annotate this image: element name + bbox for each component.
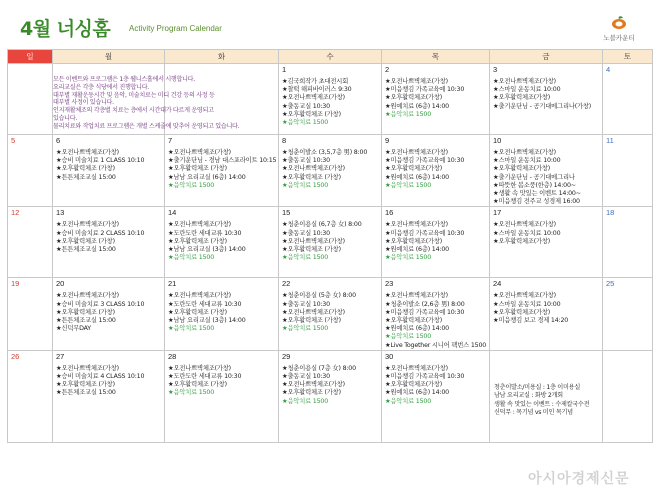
event-list <box>490 146 602 206</box>
event-list <box>279 75 381 127</box>
event-item: ★음악치료 1500 <box>282 119 329 127</box>
notice-line: 요리교실은 각층 식당에서 진행합니다. <box>53 83 149 91</box>
event-item: ★오후활력체조 (가창) <box>56 237 115 245</box>
day-number: 8 <box>282 136 287 145</box>
watermark: 아시아경제신문 <box>528 471 630 487</box>
event-item: ★생활 속 맛있는 이벤트 14:00~ <box>493 190 581 198</box>
event-item: ★원예치료 (6층) 14:00 <box>385 173 449 181</box>
event-item: ★남남 요리교실 (3층) 14:00 <box>168 246 246 254</box>
event-item: ★오전나쁘벽체조(가창) <box>56 364 119 372</box>
event-list <box>382 218 489 262</box>
event-item: ★따뜻한 봄소풍(한층) 14:00~ <box>493 181 576 189</box>
event-item: ★오전나쁘벽체조(가창) <box>168 149 231 156</box>
day-number: 19 <box>11 279 20 289</box>
event-item: ★미음챙김 전주교 성경제 16:00 <box>493 198 580 206</box>
event-item: ★미음챙김 가족교육예 10:30 <box>385 229 465 237</box>
calendar-day-cell <box>8 278 53 350</box>
legend-note-line: 청춘이발소/미용실 : 1층 이미용실 <box>494 383 581 391</box>
calendar-day-cell <box>279 350 382 442</box>
event-item: ★청춘이용실 (7층 女) 8:00 <box>282 364 356 372</box>
event-item: ★출동교실 10:30 <box>282 102 330 110</box>
event-item: ★오전나쁘벽체조(가창) <box>56 292 119 300</box>
event-item: ★남남 요리교실 (6층) 14:00 <box>168 173 246 181</box>
day-number <box>490 351 602 362</box>
calendar-day-cell <box>8 350 53 442</box>
calendar-day-cell <box>603 135 653 207</box>
calendar-day-cell <box>603 350 653 442</box>
event-item: ★오후활력체조(가창) <box>493 237 551 245</box>
event-item: ★스마일 운동치료 10:00 <box>493 300 561 308</box>
calendar-day-cell <box>603 278 653 350</box>
page-title: 4월 너싱홈 <box>20 18 111 40</box>
event-item: ★오후활력체조(가창) <box>493 308 551 316</box>
day-number: 16 <box>385 208 394 218</box>
day-number: 12 <box>11 208 20 218</box>
event-list <box>53 289 164 333</box>
calendar-day-cell <box>53 135 165 207</box>
event-item: ★승비 미술치료 2 CLASS 10:10 <box>56 229 145 237</box>
event-item: ★오후활력체조 (가창) <box>168 381 227 389</box>
legend-note-line: 신덕무 : 목기념 vs 미인 목기념 <box>494 409 573 417</box>
event-item: ★음악치료 1500 <box>168 389 215 397</box>
event-item: ★음악치료 1500 <box>385 254 432 262</box>
calendar-day-cell <box>382 135 490 207</box>
calendar-day-cell <box>279 278 382 350</box>
event-list <box>382 75 489 119</box>
event-item: ★출기운단님 - 공기대메그리나 <box>493 173 575 181</box>
day-number: 7 <box>168 136 173 145</box>
notice-line: 물리치료와 작업치료 프로그램은 개별 스케줄에 맞추어 운영되고 있습니다. <box>53 122 240 130</box>
day-number: 26 <box>11 351 20 361</box>
event-item: ★오후활력체조 (가창) <box>56 308 115 316</box>
event-item: ★오전나쁘벽체조(가창) <box>282 381 345 389</box>
day-number: 20 <box>56 279 65 289</box>
event-list <box>279 218 381 262</box>
event-item: ★스마일 운동치료 10:00 <box>493 229 561 237</box>
event-item: ★원예치료 (6층) 14:00 <box>385 389 449 397</box>
event-item: ★청춘이발소 (3,5,7층 男) 8:00 <box>282 149 368 156</box>
event-list <box>279 289 381 333</box>
weekday-header: 일 <box>8 50 53 64</box>
brand-logo <box>594 16 644 42</box>
page-subtitle: Activity Program Calendar <box>129 24 222 33</box>
event-item: ★청춘이발소 (2,6층 男) 8:00 <box>385 300 465 308</box>
event-item: ★승비 미술치료 4 CLASS 10:10 <box>56 373 145 381</box>
event-item: ★출기운단님 - 공기대메그리나(가창) <box>493 102 591 110</box>
event-item: ★오전나쁘벽체조(가창) <box>168 221 231 229</box>
event-item: ★오후활력체조 (가창) <box>282 173 341 181</box>
day-number: 15 <box>282 208 291 218</box>
event-item: ★청춘이용실 (5층 女) 8:00 <box>282 292 356 300</box>
logo-leaf-icon <box>610 16 628 30</box>
calendar-day-cell <box>8 64 53 135</box>
page-header <box>0 0 658 50</box>
event-list <box>382 362 489 406</box>
day-number <box>8 64 52 75</box>
day-number: 10 <box>493 136 502 145</box>
event-item: ★오후활력체조(가창) <box>493 165 551 173</box>
event-item: ★오전나쁘벽체조(가창) <box>385 149 448 156</box>
event-item: ★음악치료 1500 <box>282 397 329 405</box>
legend-note <box>490 362 602 418</box>
event-item: ★오후활력체조 (가창) <box>282 389 341 397</box>
calendar-week-row <box>8 350 653 442</box>
event-item: ★오후활력체조(가창) <box>385 381 443 389</box>
event-item: ★음악치료 1500 <box>168 181 215 189</box>
day-number: 14 <box>168 208 177 218</box>
notice-line: 모든 이벤트와 프로그램은 1층 웰니스홀에서 시행합니다. <box>53 76 195 83</box>
event-list <box>165 146 278 190</box>
event-list <box>382 289 489 349</box>
event-item: ★스마일 운동치료 10:00 <box>493 86 561 94</box>
event-list <box>165 362 278 398</box>
event-item: ★오전나쁘벽체조(가창) <box>493 149 556 156</box>
event-list <box>490 218 602 246</box>
calendar-day-cell <box>165 278 279 350</box>
event-item: ★Live Together 시니어 팩번스 1500 <box>385 341 487 349</box>
event-item: ★음악치료 1500 <box>385 333 432 341</box>
calendar-day-cell <box>165 135 279 207</box>
day-number: 11 <box>606 136 614 145</box>
day-number: 30 <box>385 351 394 361</box>
event-item: ★튼튼체조교실 15:00 <box>56 389 116 397</box>
event-item: ★음악치료 1500 <box>282 325 329 333</box>
event-item: ★미음챙김 보고 경제 14:20 <box>493 317 569 325</box>
day-number: 27 <box>56 351 65 361</box>
logo-text: 노블카운티 <box>603 35 635 42</box>
event-item: ★미음챙김 가족교육예 10:30 <box>385 308 465 316</box>
event-item: ★도란도란 세대교류 10:30 <box>168 229 242 237</box>
calendar-day-cell <box>382 64 490 135</box>
calendar-day-cell <box>279 207 382 278</box>
event-item: ★출동교실 10:30 <box>282 229 330 237</box>
event-item: ★출동교실 10:30 <box>282 157 330 165</box>
event-item: ★오전나쁘벽체조(가창) <box>385 78 448 85</box>
calendar-day-cell <box>490 135 603 207</box>
event-item: ★원예치료 (6층) 14:00 <box>385 246 449 254</box>
event-item: ★스마일 운동치료 10:00 <box>493 157 561 165</box>
event-item: ★음악치료 1500 <box>385 397 432 405</box>
event-list <box>53 218 164 254</box>
event-item: ★오전나쁘벽체조(가창) <box>168 364 231 372</box>
event-list <box>279 362 381 406</box>
weekday-header: 화 <box>165 50 279 64</box>
event-item: ★신덕무DAY <box>56 325 91 333</box>
event-item: ★오후활력체조 (가창) <box>168 308 227 316</box>
legend-note-line: 생활 속 맛있는 이벤트 : 수제칼국수전 <box>494 400 590 408</box>
event-item: ★도란도란 세대교류 10:30 <box>168 300 242 308</box>
day-number: 1 <box>282 65 287 74</box>
day-number: 22 <box>282 279 291 289</box>
calendar-day-cell <box>165 64 279 135</box>
event-item: ★출동교실 10:30 <box>282 373 330 381</box>
calendar-table <box>7 49 653 443</box>
event-item: ★오후활력체조(가창) <box>385 237 443 245</box>
event-item: ★출기운단님 - 경남 대스포라이트 10:15 <box>168 157 277 165</box>
day-number: 24 <box>493 279 502 289</box>
event-item: ★원예치료 (6층) 14:00 <box>385 102 449 110</box>
event-item: ★미음챙김 가족교육예 10:30 <box>385 373 465 381</box>
event-item: ★오전나쁘벽체조(가창) <box>56 221 119 229</box>
event-item: ★음악치료 1500 <box>282 254 329 262</box>
day-number: 28 <box>168 351 177 361</box>
event-list <box>382 146 489 190</box>
event-item: ★오후활력체조(가창) <box>385 317 443 325</box>
event-item: ★오후활력체조(가창) <box>385 94 443 102</box>
day-number: 4 <box>606 65 611 74</box>
weekday-header: 토 <box>603 50 653 64</box>
weekday-header-row <box>8 50 653 64</box>
calendar-day-cell <box>53 64 240 135</box>
notice-line: 대부별 재활운동시간 및 음악, 미술치료는 미디 건강 등의 사정 등 <box>53 91 215 99</box>
weekday-header: 금 <box>490 50 603 64</box>
day-number: 2 <box>385 65 390 74</box>
event-list <box>165 289 278 333</box>
day-number: 29 <box>282 351 291 361</box>
event-item: ★원예치료 (6층) 14:00 <box>385 325 449 333</box>
event-item: ★미음챙김 가족교육예 10:30 <box>385 86 465 94</box>
calendar-day-cell <box>382 207 490 278</box>
calendar-day-cell <box>279 64 382 135</box>
event-item: ★오후활력체조 (가창) <box>168 237 227 245</box>
event-item: ★승비 미술치료 1 CLASS 10:10 <box>56 157 145 165</box>
day-number: 17 <box>493 208 502 218</box>
calendar-day-cell <box>382 350 490 442</box>
day-number <box>603 351 652 362</box>
event-list <box>490 75 602 111</box>
event-item: ★오후활력체조(가창) <box>385 165 443 173</box>
day-number: 6 <box>56 136 61 145</box>
event-item: ★오전나쁘벽체조(가창) <box>385 221 448 229</box>
calendar-day-cell <box>382 278 490 350</box>
event-item: ★튼튼체조교실 15:00 <box>56 246 116 254</box>
event-item: ★오전나쁘벽체조(가창) <box>168 292 231 300</box>
event-item: ★오전나쁘벽체조(가창) <box>282 308 345 316</box>
calendar-day-cell <box>279 135 382 207</box>
day-number: 13 <box>56 208 65 218</box>
calendar-day-cell <box>490 278 603 350</box>
event-item: ★승비 미술치료 3 CLASS 10:10 <box>56 300 145 308</box>
event-item: ★튼튼체조교실 15:00 <box>56 317 116 325</box>
calendar-day-cell <box>53 207 165 278</box>
calendar-day-cell <box>8 207 53 278</box>
weekday-header: 목 <box>382 50 490 64</box>
event-item: ★오후활력체조 (가창) <box>56 381 115 389</box>
event-list <box>165 218 278 262</box>
event-item: ★오후활력체조 (가창) <box>56 165 115 173</box>
event-item: ★오전나쁘벽체조(가창) <box>282 237 345 245</box>
day-number: 9 <box>385 136 390 145</box>
event-item: ★오전나쁘벽체조(가창) <box>493 221 556 229</box>
event-list <box>53 146 164 182</box>
event-item: ★남남 요리교실 (3층) 14:00 <box>168 317 246 325</box>
day-number: 23 <box>385 279 394 289</box>
calendar-day-cell <box>8 135 53 207</box>
event-item: ★오전나쁘벽제조(가창) <box>493 78 556 85</box>
event-item: ★청춘이용실 (6,7층 女) 8:00 <box>282 221 362 229</box>
weekday-header: 월 <box>53 50 165 64</box>
event-item: ★오후활력체조 (가창) <box>282 246 341 254</box>
event-item: ★미음챙김 가족교육예 10:30 <box>385 157 465 165</box>
calendar-week-row <box>8 278 653 350</box>
calendar-day-cell <box>603 207 653 278</box>
event-item: ★음악치료 1500 <box>168 325 215 333</box>
calendar-day-cell <box>603 64 653 135</box>
calendar-week-row <box>8 64 653 135</box>
event-item: ★오후활력체조 (가창) <box>282 317 341 325</box>
event-item: ★튼튼체조교실 15:00 <box>56 173 116 181</box>
day-number: 21 <box>168 279 177 289</box>
event-list <box>490 289 602 325</box>
calendar-day-cell <box>165 350 279 442</box>
calendar-day-cell <box>490 64 603 135</box>
event-item: ★도란도란 세대교류 10:30 <box>168 373 242 381</box>
event-list <box>279 146 381 190</box>
event-item: ★김국희작가 초대전시회 <box>282 78 349 85</box>
event-item: ★음악치료 1500 <box>282 181 329 189</box>
event-item: ★음악치료 1500 <box>385 110 432 118</box>
event-item: ★오전나쁘벽체조(가창) <box>282 165 345 173</box>
day-number <box>165 64 278 75</box>
notice-line: 대부별 사정이 있습니다. <box>53 99 114 107</box>
day-number: 25 <box>606 279 615 289</box>
notice-line: 있습니다. <box>53 114 77 122</box>
event-item: ★음악치료 1500 <box>385 181 432 189</box>
day-number: 3 <box>493 65 498 74</box>
day-number: 18 <box>606 208 615 218</box>
event-item: ★출동교실 10:30 <box>282 300 330 308</box>
event-item: ★오후활력체조(가창) <box>493 94 551 102</box>
calendar-day-cell <box>490 350 603 442</box>
event-item: ★오전나쁘벽체조(가창) <box>385 364 448 372</box>
event-item: ★오후활력체조 (가창) <box>282 110 341 118</box>
calendar-day-cell <box>165 207 279 278</box>
event-list <box>53 362 164 398</box>
notice-line: 인지재활체조의 각층별 치료는 층에서 시간대가 다르게 운영되고 <box>53 107 214 115</box>
day-number <box>53 64 164 75</box>
event-item: ★찰떡 해피바이러스 9:30 <box>282 86 352 94</box>
calendar-week-row <box>8 135 653 207</box>
day-number: 5 <box>11 136 16 145</box>
weekday-header: 수 <box>279 50 382 64</box>
calendar-day-cell <box>490 207 603 278</box>
calendar-week-row <box>8 207 653 278</box>
calendar-day-cell <box>53 278 165 350</box>
calendar-day-cell <box>53 350 165 442</box>
event-item: ★음악치료 1500 <box>168 254 215 262</box>
event-item: ★오전나쁘벽체조(가창) <box>493 292 556 300</box>
event-item: ★오후활력체조 (가창) <box>168 165 227 173</box>
legend-note-line: 남남 요리교실 : 화방 2개회 <box>494 392 563 400</box>
event-item: ★오전나쁘벽체조(가창) <box>56 149 119 156</box>
event-item: ★오전나쁘벽제조(가창) <box>282 94 345 102</box>
event-item: ★오전나쁘벽체조(가창) <box>385 292 448 300</box>
